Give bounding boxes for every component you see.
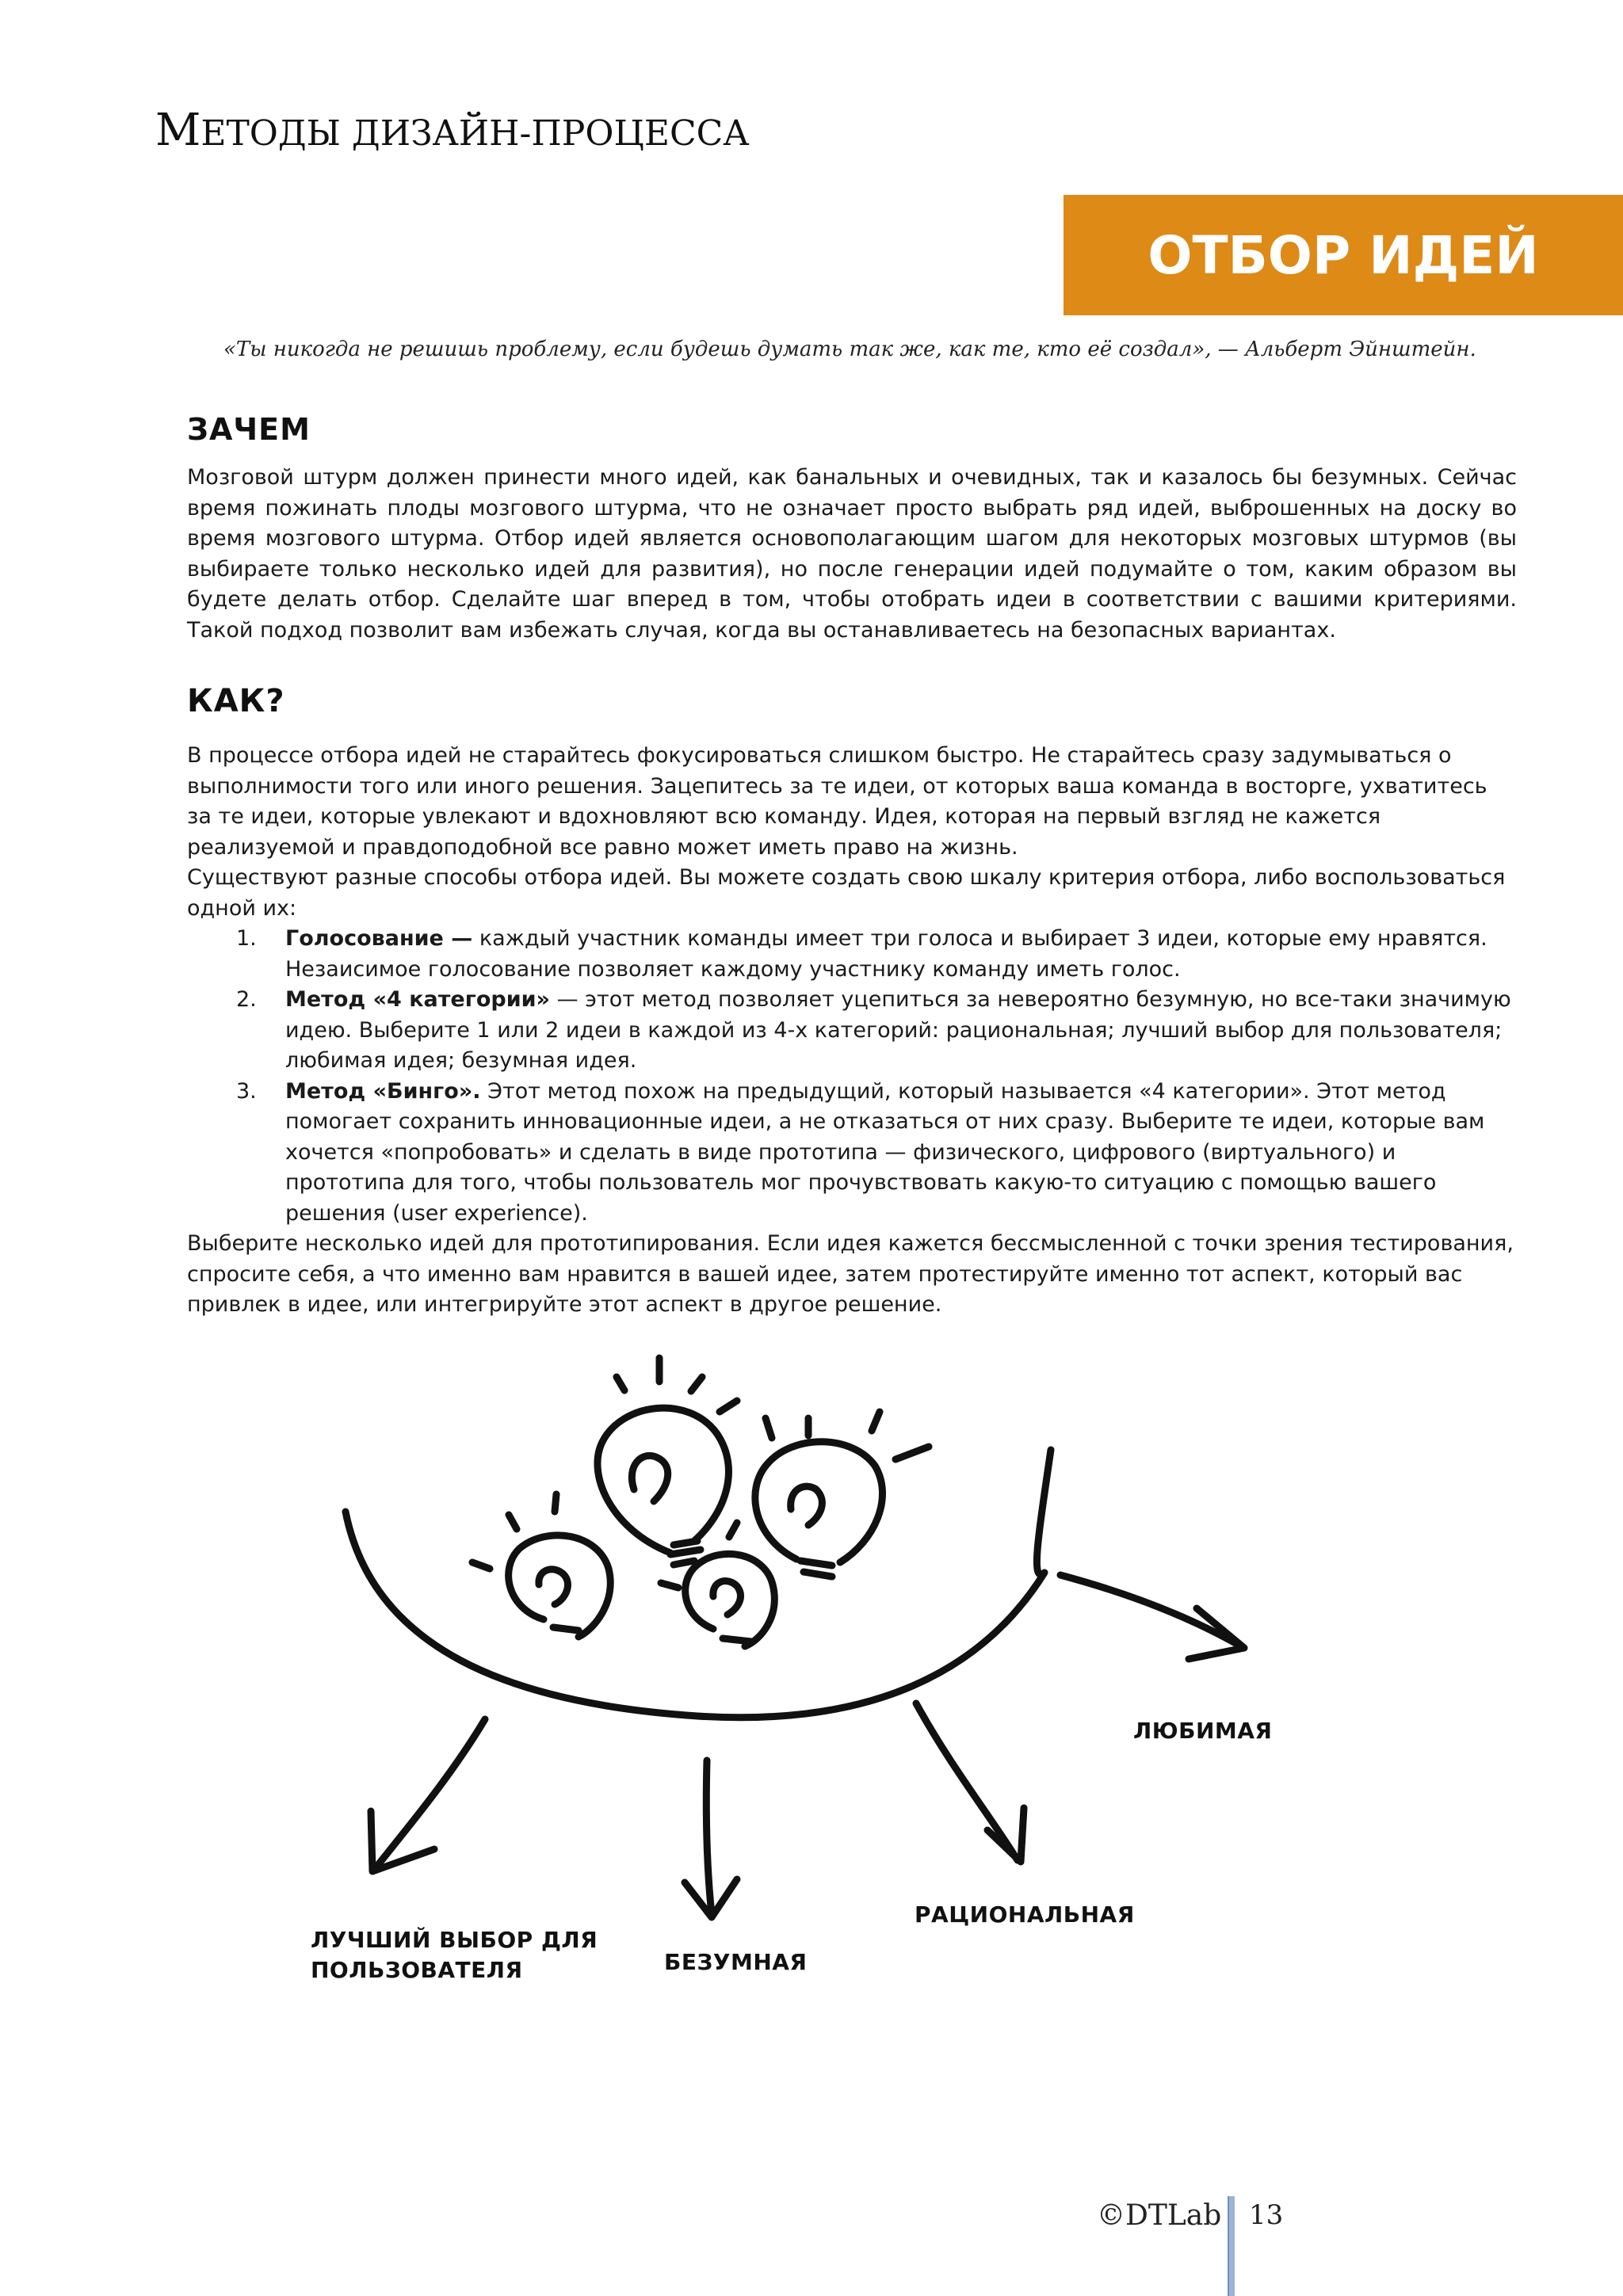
paragraph-how-intro: В процессе отбора идей не старайтесь фокусироваться слишком быстро. Не старайтесь сразу задумываться о выполнимости того или иного решения. Зацепитесь за те идеи, от которых ваша команда в восторге, ухватитесь за те идеи, которые увлекают и вдохновляют всю команду. Идея, которая на первый взгляд не кажется реализуемой и правдоподобной все равно может иметь право на жизнь. — [187, 743, 1487, 860]
category-label-crazy: БЕЗУМНАЯ — [664, 1949, 808, 1975]
list-item-number: 3. — [236, 1078, 257, 1104]
heading-how: КАК? — [187, 683, 285, 719]
section-header-initial: М — [155, 105, 201, 156]
methods-list — [187, 924, 1517, 1229]
section-header — [155, 105, 750, 156]
arrow-crazy — [685, 1760, 737, 1917]
paragraph-closing: Выберите несколько идей для прототипирования. Если идея кажется бессмысленной с точки зрения тестирования, спросите себя, а что именно вам нравится в вашей идее, затем протестируйте именно тот аспект, который вас привлек в идее, или интегрируйте этот аспект в другое решение. — [187, 1231, 1514, 1317]
category-label-best-for-user — [311, 1925, 643, 1985]
paragraph-why: Мозговой штурм должен принести много идей, как банальных и очевидных, так и казалось бы безумных. Сейчас время пожинать плоды мозгового штурма, что не означает просто выбрать ряд идей, выброшенных на доску во время мозгового штурма. Отбор идей является основополагающим шагом для некоторых мозговых штурмов (вы выбираете только несколько идей для развития), но после генерации идей подумайте о том, каким образом вы будете делать отбор. Сделайте шаг вперед в том, чтобы отобрать идеи в соответствии с вашими критериями. Такой подход позволит вам избежать случая, когда вы останавливаетесь на безопасных вариантах. — [187, 465, 1517, 643]
method-description: каждый участник команды имеет три голоса и выбирает 3 идеи, которые ему нравятся. Незаисимое голосование позволяет каждому участнику команду иметь голос. — [285, 926, 1487, 982]
method-description: Этот метод похож на предыдущий, который называется «4 категории». Этот метод помогает сохранить инновационные идеи, а не отказаться от них сразу. Выберите те идеи, которые вам хочется «попробовать» и сделать в виде прототипа — физического, цифрового (виртуального) и прототипа для того, чтобы пользователь мог прочувствовать какую-то ситуацию с помощью вашего решения (user experience). — [285, 1078, 1485, 1226]
lightbulb-icon — [755, 1412, 929, 1577]
lightbulb-icon — [598, 1358, 737, 1565]
arrow-rational — [916, 1703, 1024, 1862]
arrow-best-for-user — [371, 1719, 485, 1871]
method-name: Метод «4 категории» — [285, 987, 550, 1012]
page-number: 13 — [1249, 2199, 1284, 2231]
bowl-outline — [346, 1450, 1051, 1718]
category-label-best-line2: ПОЛЬЗОВАТЕЛЯ — [311, 1957, 523, 1983]
arrow-favorite — [1060, 1575, 1244, 1659]
method-name: Голосование — — [285, 926, 473, 951]
category-label-rational: РАЦИОНАЛЬНАЯ — [915, 1901, 1135, 1928]
how-section — [187, 741, 1517, 1321]
page-title-banner — [1064, 195, 1623, 315]
method-name: Метод «Бинго». — [285, 1078, 481, 1104]
list-item-number: 2. — [236, 987, 257, 1012]
category-label-favorite: ЛЮБИМАЯ — [1133, 1718, 1273, 1744]
lightbulb-icon — [472, 1494, 610, 1637]
lightbulb-icon — [661, 1523, 774, 1646]
list-item — [187, 924, 1517, 985]
paragraph-methods-intro: Существуют разные способы отбора идей. Вы можете создать свою шкалу критерия отбора, либо воспользоваться одной их: — [187, 865, 1506, 921]
heading-why: ЗАЧЕМ — [187, 412, 311, 447]
section-header-rest: ЕТОДЫ ДИЗАЙН-ПРОЦЕССА — [200, 113, 750, 154]
page-title: ОТБОР ИДЕЙ — [1148, 224, 1539, 286]
method-description: — этот метод позволяет уцепиться за невероятно безумную, но все-таки значимую идею. Выберите 1 или 2 идеи в каждой из 4-х категорий: рациональная; лучший выбор для пользователя; любимая идея; безумная идея. — [285, 987, 1511, 1073]
footer-brand: ©DTLab — [1097, 2199, 1222, 2232]
list-item — [187, 985, 1517, 1077]
list-item — [187, 1077, 1517, 1230]
footer-divider — [1228, 2196, 1235, 2296]
list-item-number: 1. — [236, 926, 257, 951]
category-label-best-line1: ЛУЧШИЙ ВЫБОР ДЛЯ — [311, 1927, 598, 1953]
epigraph-quote: «Ты никогда не решишь проблему, если будешь думать так же, как те, кто её создал», — Альберт Эйнштейн. — [223, 338, 1476, 361]
